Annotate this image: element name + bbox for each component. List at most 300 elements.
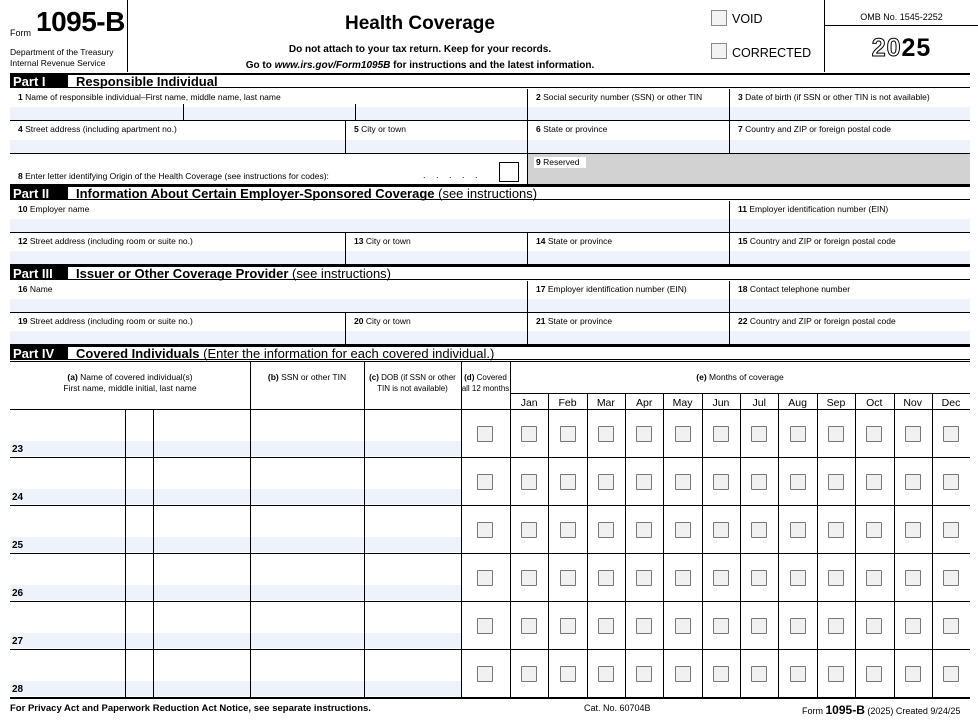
month-checkbox-mar[interactable] [598,618,614,634]
column-rule [510,361,511,697]
department [10,47,113,69]
month-checkbox-sep[interactable] [828,570,844,586]
field-box-4[interactable] [10,121,346,154]
field-input-area[interactable] [730,140,970,153]
field-label [354,316,411,326]
field-number: 15 [738,236,748,246]
month-checkbox-aug[interactable] [790,570,806,586]
field-label-text: City or town [361,124,406,134]
month-checkbox-oct[interactable] [866,426,882,442]
row-input-area[interactable] [126,681,153,696]
month-checkbox-oct[interactable] [866,474,882,490]
field-input-area[interactable] [10,107,527,120]
month-checkbox-nov[interactable] [905,666,921,682]
month-checkbox-aug[interactable] [790,522,806,538]
part-bar-1 [10,73,970,88]
form-title: Health Coverage [345,13,495,34]
month-checkbox-nov[interactable] [905,426,921,442]
privacy-notice: For Privacy Act and Paperwork Reduction Act Notice, see separate instructions. [10,703,371,714]
field-label [536,92,702,102]
column-e-header [510,372,970,383]
field-number: 2 [536,92,541,102]
month-checkbox-apr[interactable] [636,522,652,538]
all-12-months-checkbox[interactable] [477,426,493,442]
field-label-text: Street address (including apartment no.) [25,124,177,134]
row-number: 28 [12,684,24,695]
col-c-tag: (c) [369,373,379,382]
field-number: 21 [536,316,546,326]
month-checkbox-sep[interactable] [828,474,844,490]
field-input-area[interactable] [346,140,527,153]
footer-created: (2025) Created 9/24/25 [864,706,961,716]
month-checkbox-may[interactable] [675,426,691,442]
field-label [536,284,687,294]
form-header [0,0,978,74]
month-checkbox-jan[interactable] [521,666,537,682]
col-e-tag: (e) [696,372,707,382]
month-checkbox-jun[interactable] [713,666,729,682]
field-label [738,316,896,326]
field-label [354,236,411,246]
irs-url-link[interactable]: www.irs.gov/Form1095B [274,60,391,71]
field-number: 22 [738,316,748,326]
month-checkbox-jan[interactable] [521,618,537,634]
field-label-text: Name of responsible individual–First name, middle name, last name [25,92,281,102]
field-label [738,124,891,134]
footer-form-word: Form [802,706,826,716]
month-checkbox-jul[interactable] [751,474,767,490]
field-box-19[interactable] [10,313,346,345]
month-column-rule [817,393,818,697]
field-label-text: Enter letter identifying Origin of the Health Coverage (see instructions for codes): [25,171,329,181]
part-title-note: (Enter the information for each covered individual.) [199,346,495,361]
field-box-13[interactable] [346,233,528,265]
row-input-area[interactable] [126,585,153,600]
month-checkbox-apr[interactable] [636,666,652,682]
subtitle-records: Do not attach to your tax return. Keep for your records. [288,44,552,55]
field-input-area[interactable] [10,251,345,264]
field-input-area[interactable] [528,299,729,312]
month-checkbox-oct[interactable] [866,618,882,634]
month-header-mar: Mar [596,397,615,409]
year-suffix: 25 [901,34,932,62]
field-input-area[interactable] [528,331,729,344]
dept-line1: Department of the Treasury [10,47,114,57]
field-number: 12 [18,236,28,246]
month-checkbox-may[interactable] [675,618,691,634]
row-input-area[interactable] [10,681,125,696]
month-checkbox-jul[interactable] [751,426,767,442]
field-input-area[interactable] [10,219,729,232]
month-checkbox-jan[interactable] [521,474,537,490]
row-input-area[interactable] [10,585,125,600]
month-header-sep: Sep [826,397,846,409]
void-checkbox[interactable] [711,10,727,26]
row-input-area[interactable] [126,537,153,552]
field-label-text: Employer identification number (EIN) [749,204,889,214]
field-input-area[interactable] [730,251,970,264]
field-input-area[interactable] [346,251,527,264]
subtitle-instructions [130,60,710,71]
field-box-3[interactable] [730,89,970,121]
month-checkbox-dec[interactable] [943,522,959,538]
field-number: 13 [354,236,364,246]
field-label-text: City or town [365,316,411,326]
row-input-area[interactable] [154,681,250,696]
field-label [534,157,586,168]
month-checkbox-dec[interactable] [943,474,959,490]
month-checkbox-feb[interactable] [560,666,576,682]
month-column-rule [587,393,588,697]
field-number: 3 [738,92,743,102]
field-input-area[interactable] [730,331,970,344]
part-tag: Part II [10,187,68,200]
month-checkbox-aug[interactable] [790,666,806,682]
field-input-area[interactable] [528,251,729,264]
row-number: 23 [12,444,24,455]
month-checkbox-sep[interactable] [828,426,844,442]
row-input-area[interactable] [365,633,461,648]
month-checkbox-jul[interactable] [751,618,767,634]
part-title-text: Covered Individuals [76,346,200,361]
row-input-area[interactable] [154,537,250,552]
row-input-area[interactable] [251,681,364,696]
row-input-area[interactable] [10,537,125,552]
field-number: 18 [738,284,748,294]
row-input-area[interactable] [251,585,364,600]
all-12-months-checkbox[interactable] [477,666,493,682]
field-box-21[interactable] [528,313,730,345]
part-bar-4 [10,345,970,360]
field-box-6[interactable] [528,121,730,154]
month-checkbox-may[interactable] [675,522,691,538]
field-box-11[interactable] [730,201,970,233]
month-checkbox-jul[interactable] [751,522,767,538]
row-input-area[interactable] [251,633,364,648]
month-checkbox-sep[interactable] [828,522,844,538]
part-title [76,347,494,360]
all-12-months-checkbox[interactable] [477,474,493,490]
field-input-area[interactable] [346,331,527,344]
month-checkbox-jan[interactable] [521,522,537,538]
row-input-area[interactable] [10,441,125,456]
field-box-12[interactable] [10,233,346,265]
part-title-text: Responsible Individual [76,74,218,89]
month-checkbox-jan[interactable] [521,426,537,442]
part-title-text: Issuer or Other Coverage Provider [76,266,289,281]
month-column-rule [663,393,664,697]
row-input-area[interactable] [154,585,250,600]
month-checkbox-apr[interactable] [636,618,652,634]
field-input-area[interactable] [730,219,970,232]
month-checkbox-aug[interactable] [790,474,806,490]
col-d-line1: Covered [476,373,507,382]
form-id-block [0,0,128,72]
field-box-14[interactable] [528,233,730,265]
col-a-line1: Name of covered individual(s) [80,372,193,382]
month-checkbox-jun[interactable] [713,522,729,538]
field-label [536,236,612,246]
field-label [18,204,89,214]
column-b-header [250,372,364,383]
field-label [738,236,896,246]
field-label-text: Employer identification number (EIN) [547,284,687,294]
row-input-area[interactable] [126,633,153,648]
all-12-months-checkbox[interactable] [477,570,493,586]
month-checkbox-apr[interactable] [636,426,652,442]
field-label-text: Country and ZIP or foreign postal code [749,236,896,246]
month-checkbox-feb[interactable] [560,618,576,634]
month-checkbox-feb[interactable] [560,570,576,586]
month-checkbox-nov[interactable] [905,618,921,634]
field-label-text: Reserved [543,157,580,167]
field-number: 6 [536,124,541,134]
field-input-area[interactable] [528,140,729,153]
field-box-15[interactable] [730,233,970,265]
field-label [738,284,850,294]
row-input-area[interactable] [126,441,153,456]
month-column-rule [740,393,741,697]
row-input-area[interactable] [251,441,364,456]
subtitle-suffix: for instructions and the latest information. [390,60,595,71]
month-checkbox-aug[interactable] [790,618,806,634]
origin-code-box[interactable] [499,162,519,182]
month-checkbox-nov[interactable] [905,570,921,586]
field-input-area[interactable] [10,331,345,344]
month-header-jul: Jul [752,397,766,409]
field-label [536,124,607,134]
col-c-line2: TIN is not available) [377,384,448,393]
corrected-checkbox[interactable] [711,43,727,59]
field-box-1[interactable] [10,89,528,121]
month-checkbox-jun[interactable] [713,618,729,634]
row-input-area[interactable] [365,489,461,504]
form-footer-id [802,703,960,717]
month-checkbox-may[interactable] [675,474,691,490]
field-label-text: Date of birth (if SSN or other TIN is not available) [745,92,930,102]
row-input-area[interactable] [251,489,364,504]
part-title-note: (see instructions) [434,186,538,201]
field-number: 10 [18,204,28,214]
field-box-2[interactable] [528,89,730,121]
field-label [738,92,930,102]
month-header-apr: Apr [636,397,653,409]
row-number: 26 [12,588,24,599]
field-label [18,171,329,181]
month-checkbox-oct[interactable] [866,666,882,682]
month-checkbox-may[interactable] [675,570,691,586]
field-box-17[interactable] [528,281,730,313]
month-checkbox-dec[interactable] [943,618,959,634]
month-column-rule [778,393,779,697]
field-label [354,124,406,134]
month-checkbox-apr[interactable] [636,570,652,586]
field-box-18[interactable] [730,281,970,313]
row-input-area[interactable] [10,633,125,648]
col-c-line1: DOB (if SSN or other [381,373,456,382]
row-input-area[interactable] [154,441,250,456]
part-tag: Part III [10,267,68,280]
field-label-text: Contact telephone number [749,284,851,294]
field-number: 5 [354,124,359,134]
row-input-area[interactable] [365,441,461,456]
month-checkbox-sep[interactable] [828,618,844,634]
column-a-header [10,372,250,394]
part-title-note: (see instructions) [288,266,392,281]
omb-number: OMB No. 1545-2252 [825,12,978,26]
month-header-feb: Feb [558,397,577,409]
month-checkbox-dec[interactable] [943,426,959,442]
month-checkbox-feb[interactable] [560,474,576,490]
month-checkbox-feb[interactable] [560,426,576,442]
name-divider [183,104,184,121]
part-title [76,75,218,88]
part-title [76,267,391,280]
omb-year-block [824,0,978,72]
field-box-9[interactable] [528,154,970,185]
field-box-10[interactable] [10,201,730,233]
col-e-label: Months of coverage [709,372,784,382]
row-input-area[interactable] [365,537,461,552]
field-number: 8 [18,171,23,181]
name-divider [355,104,356,121]
col-d-line2: all 12 months [461,384,510,393]
field-number: 17 [536,284,546,294]
month-checkbox-oct[interactable] [866,570,882,586]
row-input-area[interactable] [365,681,461,696]
month-checkbox-feb[interactable] [560,522,576,538]
column-rule [461,361,462,697]
month-checkbox-dec[interactable] [943,666,959,682]
month-checkbox-oct[interactable] [866,522,882,538]
field-box-5[interactable] [346,121,528,154]
month-checkbox-jan[interactable] [521,570,537,586]
month-checkbox-apr[interactable] [636,474,652,490]
month-column-rule [548,393,549,697]
title-block [130,0,710,72]
field-box-16[interactable] [10,281,528,313]
field-input-area[interactable] [10,140,345,153]
field-label [18,316,193,326]
row-input-area[interactable] [10,489,125,504]
month-checkbox-sep[interactable] [828,666,844,682]
field-input-area[interactable] [730,299,970,312]
field-number: 7 [738,124,743,134]
field-label-text: Name [29,284,53,294]
catalog-number: Cat. No. 60704B [584,703,651,713]
row-rule [10,697,970,699]
month-checkbox-jul[interactable] [751,666,767,682]
field-label-text: Street address (including room or suite no.) [29,316,193,326]
row-input-area[interactable] [126,489,153,504]
part-title [76,187,537,200]
void-label: VOID [732,12,763,26]
part-bar-3 [10,265,970,280]
field-box-7[interactable] [730,121,970,154]
table-top-rule [10,361,970,362]
month-header-dec: Dec [941,397,961,409]
field-label-text: Country and ZIP or foreign postal code [749,316,896,326]
month-column-rule [894,393,895,697]
month-checkbox-aug[interactable] [790,426,806,442]
leader-dots: . . . . . [423,170,482,180]
month-checkbox-may[interactable] [675,666,691,682]
month-checkbox-mar[interactable] [598,666,614,682]
col-b-label: SSN or other TIN [281,372,347,382]
field-label [738,204,888,214]
col-a-line2: First name, middle initial, last name [63,383,197,393]
row-rule [10,409,970,410]
all-12-months-checkbox[interactable] [477,522,493,538]
field-number: 14 [536,236,546,246]
month-header-jun: Jun [712,397,730,409]
field-label-text: State or province [547,316,613,326]
tax-year [825,34,978,63]
part-bar-2 [10,185,970,200]
corrected-label: CORRECTED [732,46,812,60]
month-checkbox-dec[interactable] [943,570,959,586]
field-label-text: Country and ZIP or foreign postal code [745,124,891,134]
month-checkbox-jun[interactable] [713,570,729,586]
row-input-area[interactable] [365,585,461,600]
row-number: 24 [12,492,24,503]
all-12-months-checkbox[interactable] [477,618,493,634]
row-rule [10,457,970,458]
row-input-area[interactable] [251,537,364,552]
row-input-area[interactable] [154,489,250,504]
month-checkbox-nov[interactable] [905,474,921,490]
month-checkbox-mar[interactable] [598,474,614,490]
field-box-22[interactable] [730,313,970,345]
form-word: Form [10,28,31,38]
row-rule [10,553,970,554]
row-rule [10,601,970,602]
subtitle-go-to: Go to [245,60,275,71]
field-label-text: Employer name [29,204,90,214]
field-label-text: Street address (including room or suite no.) [29,236,193,246]
month-checkbox-nov[interactable] [905,522,921,538]
month-column-rule [855,393,856,697]
field-input-area[interactable] [730,107,970,120]
month-checkbox-mar[interactable] [598,426,614,442]
month-checkbox-jun[interactable] [713,426,729,442]
month-checkbox-mar[interactable] [598,522,614,538]
part-tag: Part I [10,75,68,88]
row-input-area[interactable] [154,633,250,648]
field-label [18,284,53,294]
month-header-nov: Nov [903,397,923,409]
field-input-area[interactable] [10,299,527,312]
field-box-20[interactable] [346,313,528,345]
field-label-text: State or province [543,124,608,134]
part-title-text: Information About Certain Employer-Sponsored Coverage [76,186,435,201]
field-label-text: Social security number (SSN) or other TIN [543,92,703,102]
month-checkbox-mar[interactable] [598,570,614,586]
row-rule [10,649,970,650]
column-d-header [461,372,510,394]
field-label [18,92,281,102]
field-label [536,316,612,326]
field-number: 11 [738,204,747,214]
month-column-rule [702,393,703,697]
month-checkbox-jul[interactable] [751,570,767,586]
form-number: 1095-B [36,6,125,37]
month-column-rule [625,393,626,697]
field-input-area[interactable] [528,107,729,120]
field-number: 19 [18,316,28,326]
field-number: 16 [18,284,28,294]
month-checkbox-jun[interactable] [713,474,729,490]
